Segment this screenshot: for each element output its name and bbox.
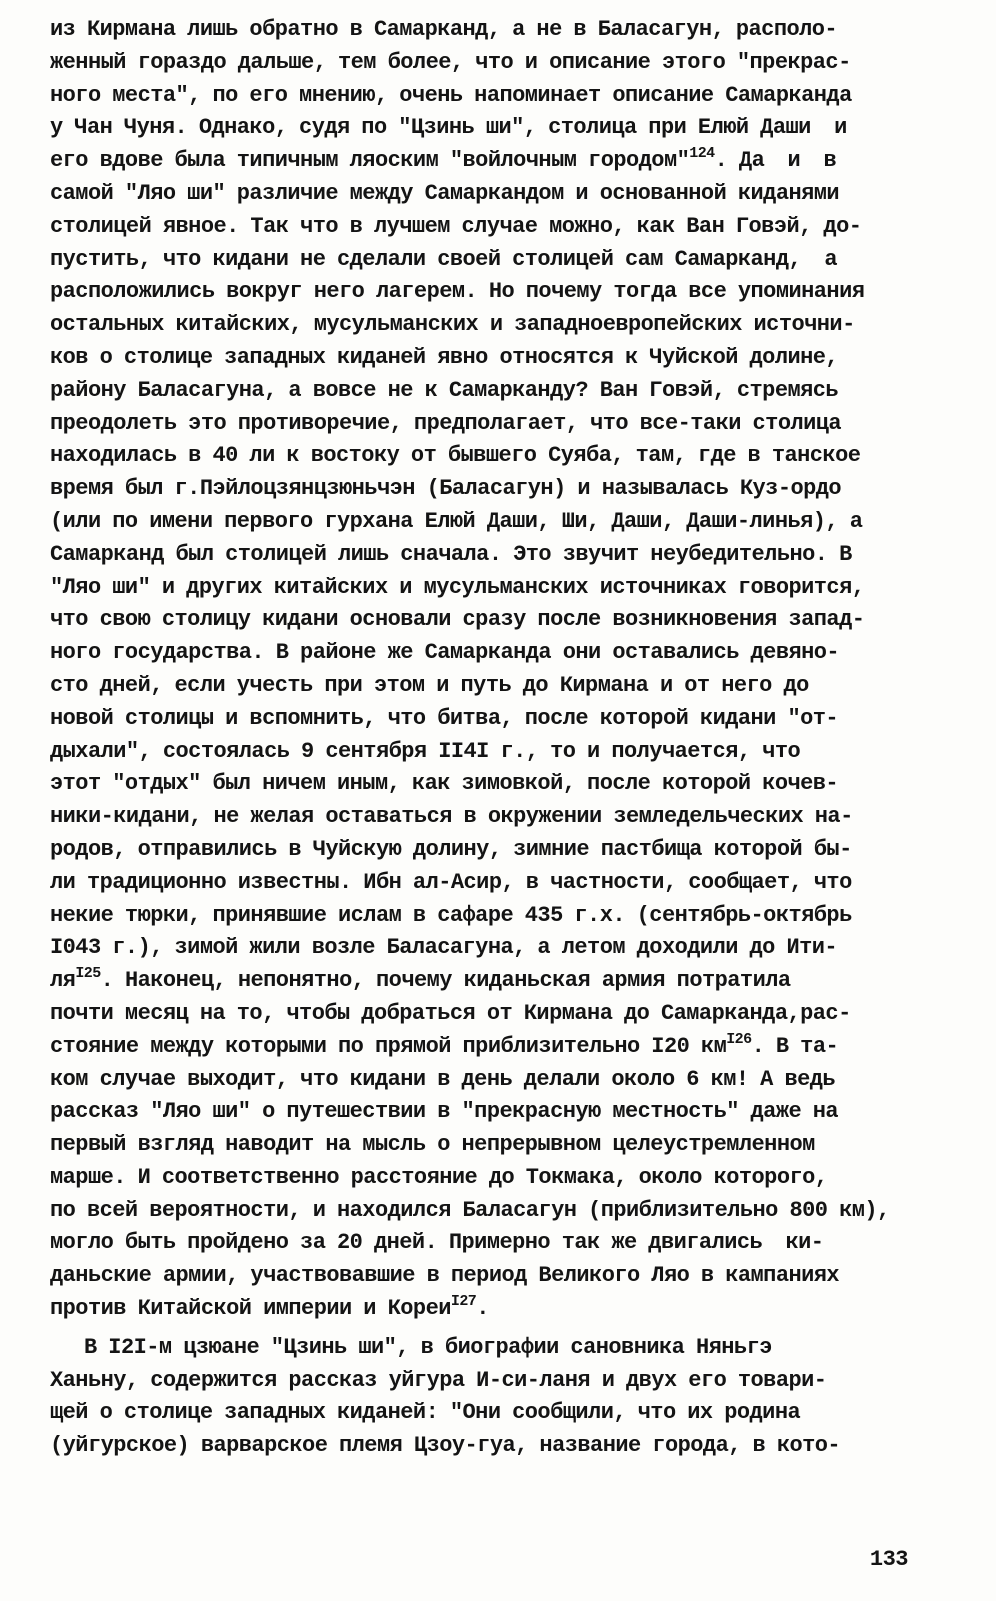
text-line <box>50 637 930 670</box>
line-text: столицей явное. Так что в лучшем случае можно, как Ван Говэй, до- <box>50 213 862 239</box>
text-line <box>50 1332 930 1365</box>
line-text: дыхали", состоялась 9 сентября II4I г., то и получается, что <box>50 738 801 764</box>
text-line <box>50 1227 930 1260</box>
text-line <box>50 768 930 801</box>
text-line <box>50 14 930 47</box>
text-line <box>50 1031 930 1064</box>
text-line <box>50 1365 930 1398</box>
text-line <box>50 998 930 1031</box>
line-text: могло быть пройдено за 20 дней. Примерно так же двигались ки- <box>50 1230 824 1256</box>
text-line <box>50 834 930 867</box>
line-text: время был г.Пэйлоцзянцзюньчэн (Баласагун) и называлась Куз-ордо <box>50 476 842 502</box>
footnote-reference: I26 <box>726 1030 752 1048</box>
text-line <box>50 867 930 900</box>
line-text: преодолеть это противоречие, предполагает, что все-таки столица <box>50 410 842 436</box>
text-line <box>50 47 930 80</box>
text-line <box>50 604 930 637</box>
text-line <box>50 736 930 769</box>
line-text: против Китайской империи и Кореи <box>50 1296 451 1322</box>
line-text-continued: . В та- <box>751 1033 839 1059</box>
line-text: ля <box>50 968 76 994</box>
text-line <box>50 932 930 965</box>
line-text: остальных китайских, мусульманских и западноевропейских источни- <box>50 312 855 338</box>
line-text: пустить, что кидани не сделали своей столицей сам Самарканд, а <box>50 246 838 272</box>
footnote-reference: I25 <box>75 965 101 983</box>
line-text-continued: . <box>476 1296 489 1322</box>
line-text: рассказ "Ляо ши" о путешествии в "прекрасную местность" даже на <box>50 1099 839 1125</box>
line-text: что свою столицу кидани основали сразу после возникновения запад- <box>50 607 865 633</box>
text-line <box>50 408 930 441</box>
line-text: его вдове была типичным ляоским "войлочным городом" <box>50 148 690 174</box>
text-line <box>50 572 930 605</box>
line-text: (или по имени первого гурхана Елюй Даши, Ши, Даши, Даши-линья), а <box>50 508 863 534</box>
line-text: ли традиционно известны. Ибн ал-Асир, в частности, сообщает, что <box>50 869 852 895</box>
text-line <box>50 539 930 572</box>
text-line <box>50 112 930 145</box>
text-line <box>50 145 930 178</box>
line-text: В I2I-м цзюане "Цзинь ши", в биографии сановника Няньгэ <box>84 1334 772 1360</box>
line-text-continued: . Да и в <box>714 148 837 174</box>
line-text: I043 г.), зимой жили возле Баласагуна, а летом доходили до Ити- <box>50 935 838 961</box>
line-text: сто дней, если учесть при этом и путь до Кирмана и от него до <box>50 672 809 698</box>
page-number: 133 <box>869 1547 908 1572</box>
text-line <box>50 440 930 473</box>
line-text: ники-кидани, не желая оставаться в окружении земледельческих на- <box>50 804 853 830</box>
line-text: даньские армии, участвовавшие в период Великого Ляо в кампаниях <box>50 1263 840 1289</box>
line-text: щей о столице западных киданей: "Они сообщили, что их родина <box>50 1400 801 1426</box>
line-text: ков о столице западных киданей явно относятся к Чуйской долине, <box>50 344 839 370</box>
line-text-continued: . Наконец, непонятно, почему киданьская армия потратила <box>100 968 791 994</box>
text-line <box>50 211 930 244</box>
line-text: марше. И соответственно расстояние до Токмака, около которого, <box>50 1164 828 1190</box>
line-text: ком случае выходит, что кидани в день делали около 6 км! А ведь <box>50 1066 836 1092</box>
text-line <box>50 276 930 309</box>
line-text: району Баласагуна, а вовсе не к Самарканду? Ван Говэй, стремясь <box>50 377 839 403</box>
text-line <box>50 1129 930 1162</box>
text-line <box>50 506 930 539</box>
text-line <box>50 473 930 506</box>
text-line <box>50 1397 930 1430</box>
line-text: (уйгурское) варварское племя Цзоу-гуа, название города, в кото- <box>50 1433 841 1459</box>
text-line <box>50 1195 930 1228</box>
line-text: некие тюрки, принявшие ислам в сафаре 435 г.х. (сентябрь-октябрь <box>50 902 852 928</box>
text-line <box>50 670 930 703</box>
text-line <box>50 1162 930 1195</box>
text-line <box>50 1430 930 1463</box>
text-line <box>50 1096 930 1129</box>
text-line <box>50 375 930 408</box>
line-text: находилась в 40 ли к востоку от бывшего Суяба, там, где в танское <box>50 443 861 469</box>
line-text: из Кирмана лишь обратно в Самарканд, а не в Баласагун, располо- <box>50 17 838 42</box>
footnote-reference: I27 <box>450 1293 477 1311</box>
line-text: "Ляо ши" и других китайских и мусульманских источниках говорится, <box>50 574 865 600</box>
line-text: этот "отдых" был ничем иным, как зимовкой, после которой кочев- <box>50 771 839 797</box>
line-text: почти месяц на то, чтобы добраться от Кирмана до Самарканда,рас- <box>50 1000 851 1026</box>
line-text: первый взгляд наводит на мысль о непрерывном целеустремленном <box>50 1132 815 1158</box>
text-line <box>50 1064 930 1097</box>
line-text: стояние между которыми по прямой приблизительно I20 км <box>50 1033 727 1059</box>
text-line <box>50 342 930 375</box>
text-line <box>50 178 930 211</box>
line-text: ного места", по его мнению, очень напоминает описание Самарканда <box>50 82 852 108</box>
line-text: ного государства. В районе же Самарканда они оставались девяно- <box>50 640 840 666</box>
footnote-reference: 124 <box>689 145 715 163</box>
line-text: по всей вероятности, и находился Баласагун (приблизительно 800 км), <box>50 1197 890 1223</box>
text-line <box>50 900 930 933</box>
body-text <box>50 14 930 1463</box>
line-text: самой "Ляо ши" различие между Самаркандом и основанной киданями <box>50 180 840 206</box>
line-text: Самарканд был столицей лишь сначала. Это звучит неубедительно. В <box>50 541 852 567</box>
text-line <box>50 965 930 998</box>
text-line <box>50 801 930 834</box>
line-text: у Чан Чуня. Однако, судя по "Цзинь ши", столица при Елюй Даши и <box>50 115 847 141</box>
text-line <box>50 244 930 277</box>
text-line <box>50 80 930 113</box>
text-line <box>50 1293 930 1326</box>
text-line <box>50 703 930 736</box>
text-line <box>50 309 930 342</box>
line-text: родов, отправились в Чуйскую долину, зимние пастбища которой бы- <box>50 836 852 862</box>
line-text: новой столицы и вспомнить, что битва, после которой кидани "от- <box>50 705 839 731</box>
line-text: Ханьну, содержится рассказ уйгура И-си-ланя и двух его товари- <box>50 1367 827 1393</box>
text-line <box>50 1260 930 1293</box>
line-text: расположились вокруг него лагерем. Но почему тогда все упоминания <box>50 279 865 305</box>
line-text: женный гораздо дальше, тем более, что и описание этого "прекрас- <box>50 49 851 75</box>
